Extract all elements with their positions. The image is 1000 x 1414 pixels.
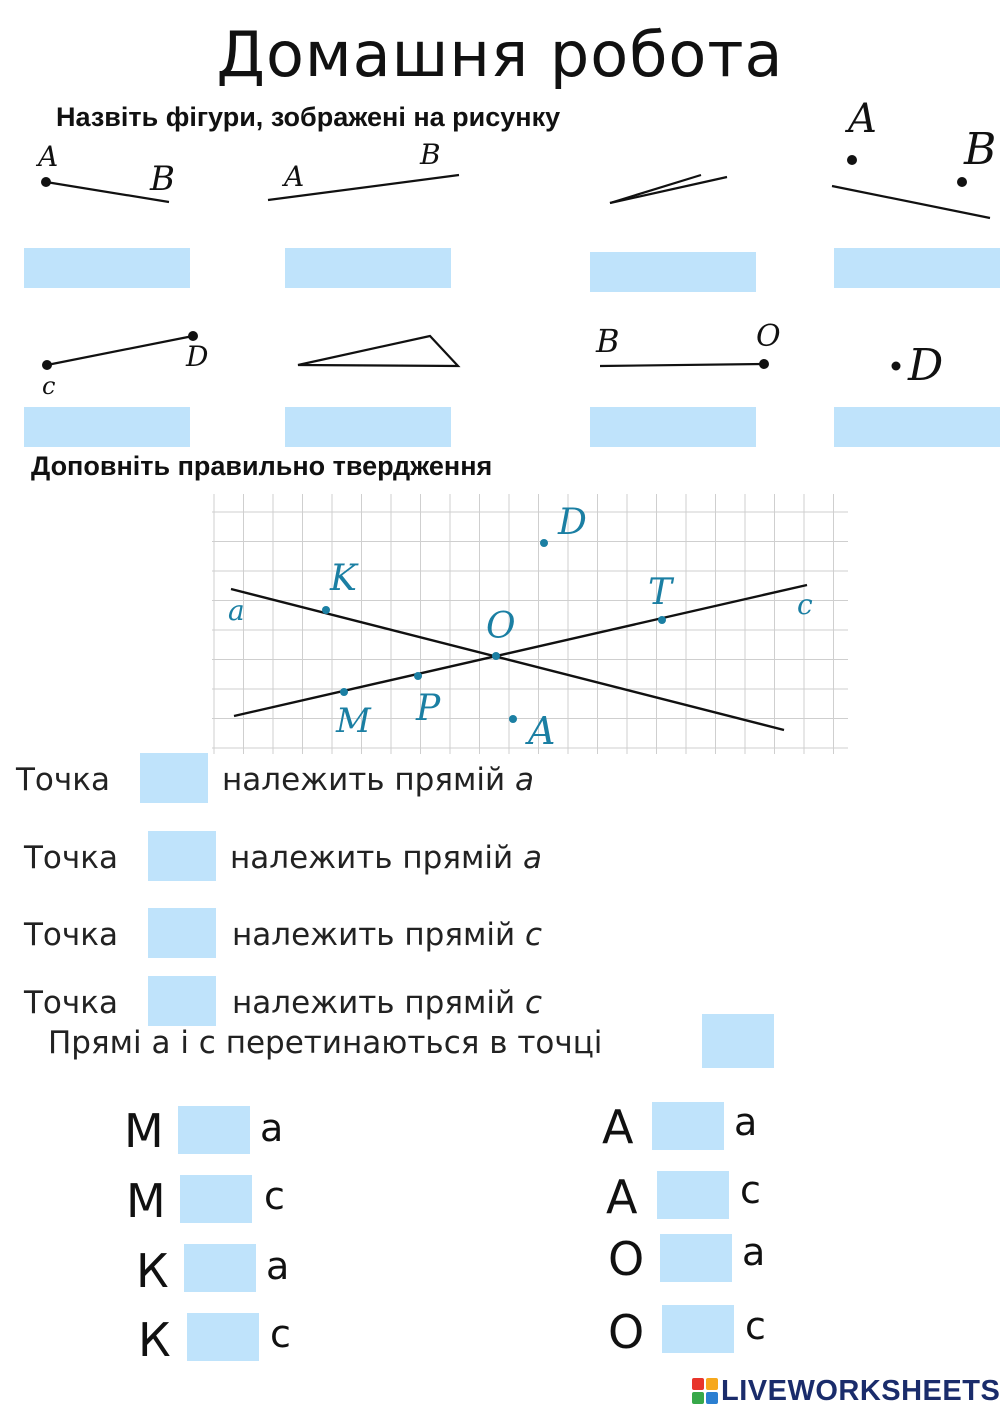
relation-right-4-line: c [745,1304,766,1348]
label-line-c: c [797,588,813,621]
label-a: A [528,709,556,753]
statement-4-text: належить прямій c [232,985,543,1021]
relation-left-2-point: M [126,1174,166,1228]
point-t [658,616,666,624]
relation-left-4-line: c [270,1312,291,1356]
label-p: P [416,688,441,729]
label-m: M [336,701,371,741]
liveworksheets-text: LIVEWORKSHEETS [721,1374,1000,1407]
answer-box-figure-1[interactable] [24,248,190,288]
relation-left-1-line: a [260,1106,284,1150]
relation-right-1-line: a [734,1100,758,1144]
statement-1-box[interactable] [140,753,208,803]
relation-right-4-box[interactable] [662,1305,734,1353]
label-f2b: B [420,138,441,171]
point-a [509,715,517,723]
label-f1a: A [38,140,59,173]
statement-4-box[interactable] [148,976,216,1026]
relation-left-3-line: a [266,1244,290,1288]
answer-box-figure-5[interactable] [24,407,190,447]
label-f4b: B [964,124,997,175]
label-f7o: O [756,319,781,354]
liveworksheets-icon [692,1378,718,1404]
label-f8d: D [908,340,944,391]
figure-8 [892,340,944,391]
label-f5c: c [42,372,56,400]
label-f7b: B [596,322,620,360]
relation-left-4-box[interactable] [187,1313,259,1361]
label-f5d: D [186,340,209,373]
relation-right-3-box[interactable] [660,1234,732,1282]
relation-left-4-point: К [138,1313,171,1367]
relation-right-1-box[interactable] [652,1102,724,1150]
relation-left-1-point: M [124,1104,164,1158]
relation-right-2-box[interactable] [657,1171,729,1219]
figure-4 [832,96,996,218]
point-d [540,539,548,547]
point-k [322,606,330,614]
relation-left-3-point: К [136,1244,169,1298]
relation-right-3-line: a [742,1230,766,1274]
intersection-box[interactable] [702,1014,774,1068]
relation-right-2-line: c [740,1168,761,1212]
answer-box-figure-3[interactable] [590,252,756,292]
figures-drawing [0,0,1000,460]
statement-1-word: Точка [16,762,110,798]
relation-left-2-line: c [264,1174,285,1218]
statement-3-text: належить прямій c [232,917,543,953]
figure-5 [42,331,208,400]
figure-1 [35,140,175,202]
liveworksheets-logo[interactable] [692,1376,1000,1406]
answer-box-figure-6[interactable] [285,407,451,447]
lines-diagram [212,494,848,754]
section2-heading: Доповніть правильно твердження [31,451,493,481]
label-d: D [558,502,587,543]
statement-4-word: Точка [24,985,118,1021]
line-c [234,585,807,716]
section1-heading: Назвіть фігури, зображені на рисунку [56,102,561,132]
statement-2-box[interactable] [148,831,216,881]
point-m [340,688,348,696]
figure-3 [610,175,727,203]
label-f4a: A [848,96,877,142]
statement-1-text: належить прямій a [222,762,535,798]
relation-right-3-point: O [608,1232,645,1286]
page-title: Домашня робота [216,18,784,91]
label-f1b: B [150,159,175,199]
label-f2a: A [284,160,305,193]
statement-2-text: належить прямій a [230,840,543,876]
point-p [414,672,422,680]
figure-2 [268,138,459,200]
answer-box-figure-8[interactable] [834,407,1000,447]
relation-left-1-box[interactable] [178,1106,250,1154]
answer-box-figure-7[interactable] [590,407,756,447]
label-line-a: a [228,594,245,627]
relation-right-1-point: A [602,1100,634,1154]
point-o [492,652,500,660]
intersection-statement: Прямі а і с перетинаються в точці [48,1025,603,1061]
statement-2-word: Точка [24,840,118,876]
label-k: K [330,558,357,599]
relation-right-4-point: O [608,1305,645,1359]
statement-3-word: Точка [24,917,118,953]
answer-box-figure-4[interactable] [834,248,1000,288]
figure-7 [595,319,781,369]
label-t: T [648,572,673,613]
label-o: O [486,606,516,647]
relation-left-2-box[interactable] [180,1175,252,1223]
relation-left-3-box[interactable] [184,1244,256,1292]
answer-box-figure-2[interactable] [285,248,451,288]
statement-3-box[interactable] [148,908,216,958]
relation-right-2-point: A [606,1170,638,1224]
figure-6 [298,336,458,366]
